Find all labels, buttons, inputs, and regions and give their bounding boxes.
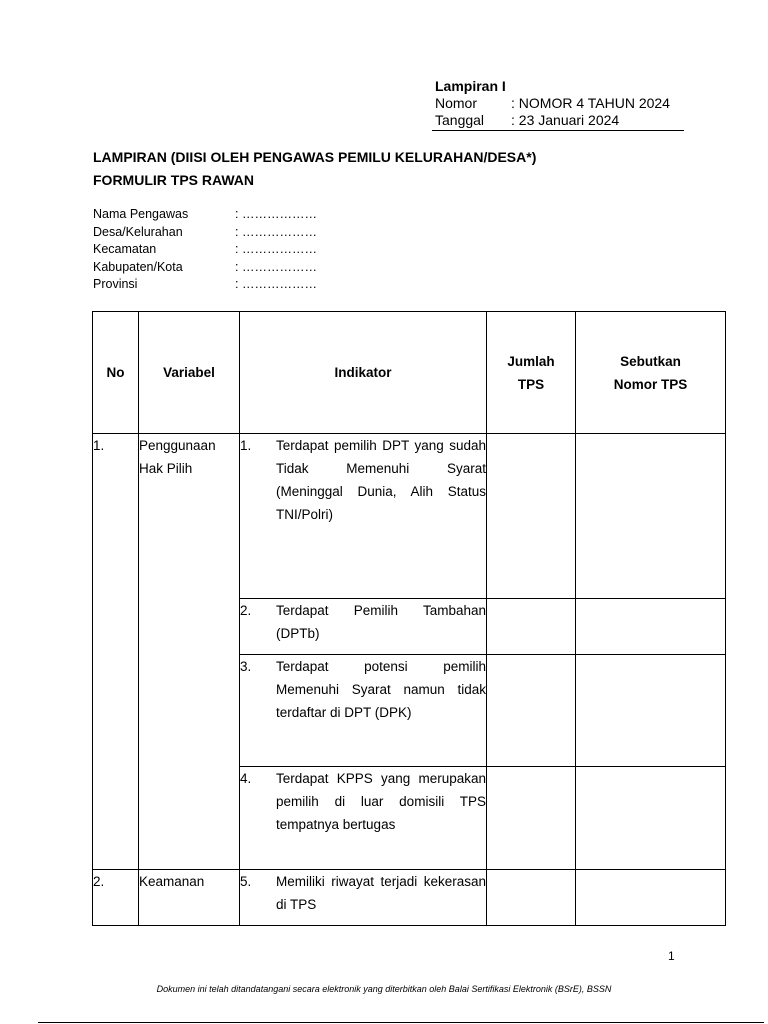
field-label: Kecamatan [93, 242, 157, 256]
indikator-cell [240, 434, 487, 599]
indikator-number: 2. [240, 603, 252, 618]
table-row [93, 434, 726, 599]
tanggal-label: Tanggal [435, 112, 485, 128]
indikator-text: Terdapat potensi pemilih Memenuhi Syarat namun tidak terdaftar di DPT (DPK) [276, 659, 486, 720]
nomor-tps-cell[interactable] [576, 655, 726, 767]
lampiran-block [435, 78, 685, 129]
field-label: Desa/Kelurahan [93, 224, 183, 239]
field-kabupaten-kota [93, 259, 317, 277]
indikator-number: 1. [240, 438, 252, 453]
jumlah-tps-cell[interactable] [487, 434, 576, 599]
jumlah-tps-cell[interactable] [487, 767, 576, 870]
header-no: No [93, 312, 139, 434]
table-header-row [93, 312, 726, 434]
indikator-cell [240, 767, 487, 870]
nomor-tps-cell[interactable] [576, 767, 726, 870]
footer-divider [38, 1022, 764, 1023]
lampiran-divider [432, 130, 684, 131]
nomor-label: Nomor [435, 95, 478, 111]
header-variabel: Variabel [139, 312, 240, 434]
indikator-cell [240, 870, 487, 926]
tanggal-row [435, 112, 685, 129]
field-value: : ……………… [235, 224, 317, 239]
header-sebutkan-line2: Nomor TPS [613, 376, 688, 392]
field-label: Kabupaten/Kota [93, 259, 183, 274]
field-nama-pengawas [93, 206, 317, 224]
field-provinsi [93, 276, 317, 294]
field-label: Nama Pengawas [93, 207, 189, 221]
nomor-row [435, 95, 685, 112]
nomor-tps-cell[interactable] [576, 599, 726, 655]
jumlah-tps-cell[interactable] [487, 870, 576, 926]
row-no: 1. [93, 434, 139, 870]
tps-rawan-table [92, 311, 726, 926]
tanggal-value: : 23 Januari 2024 [511, 112, 620, 128]
indikator-number: 5. [240, 874, 252, 889]
nomor-value: : NOMOR 4 TAHUN 2024 [511, 95, 670, 111]
header-indikator: Indikator [240, 312, 487, 434]
jumlah-tps-cell[interactable] [487, 655, 576, 767]
indikator-cell [240, 599, 487, 655]
jumlah-tps-cell[interactable] [487, 599, 576, 655]
header-sebutkan-line1: Sebutkan [620, 353, 681, 369]
field-kecamatan [93, 241, 317, 259]
footer-signature-note: Dokumen ini telah ditandatangani secara elektronik yang diterbitkan oleh Balai Sertifikasi Elektronik (BSrE), BSSN [156, 984, 612, 994]
indikator-text: Terdapat pemilih DPT yang sudah Tidak Memenuhi Syarat (Meninggal Dunia, Alih Status TNI/Polri) [276, 438, 486, 522]
field-desa-kelurahan [93, 224, 317, 242]
page-number: 1 [668, 949, 675, 963]
field-value: : ……………… [235, 277, 317, 291]
indikator-number: 4. [240, 771, 252, 786]
indikator-number: 3. [240, 659, 252, 674]
field-value: : ……………… [235, 242, 317, 256]
header-jumlah-line2: TPS [517, 376, 545, 392]
header-jumlah-line1: Jumlah [507, 353, 555, 369]
header-jumlah-tps [487, 312, 576, 434]
field-value: : ……………… [235, 207, 317, 221]
field-value: : ……………… [235, 259, 317, 274]
row-no: 2. [93, 870, 139, 926]
identity-fields [93, 206, 317, 294]
nomor-tps-cell[interactable] [576, 434, 726, 599]
nomor-tps-cell[interactable] [576, 870, 726, 926]
form-title: FORMULIR TPS RAWAN [93, 172, 254, 188]
row-variabel: Penggunaan Hak Pilih [139, 434, 240, 870]
indikator-text: Terdapat KPPS yang merupakan pemilih di luar domisili TPS tempatnya bertugas [276, 771, 486, 832]
document-heading: LAMPIRAN (DIISI OLEH PENGAWAS PEMILU KELURAHAN/DESA*) [93, 149, 537, 165]
indikator-text: Memiliki riwayat terjadi kekerasan di TPS [276, 874, 486, 912]
indikator-text: Terdapat Pemilih Tambahan (DPTb) [276, 603, 486, 641]
indikator-cell [240, 655, 487, 767]
lampiran-title: Lampiran I [435, 78, 506, 94]
row-variabel: Keamanan [139, 870, 240, 926]
header-sebutkan-nomor-tps [576, 312, 726, 434]
table-row [93, 870, 726, 926]
field-label: Provinsi [93, 277, 138, 291]
